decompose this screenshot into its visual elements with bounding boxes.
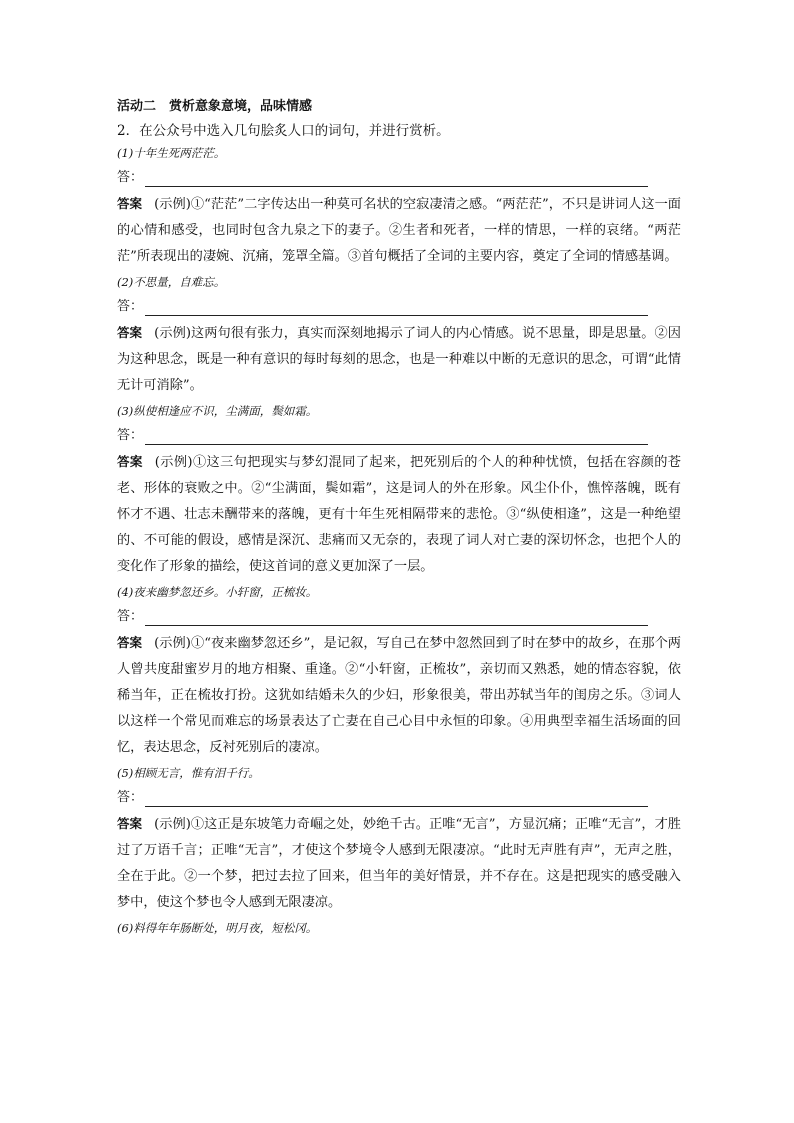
- answer-label: 答：: [117, 428, 144, 443]
- answer-line-4: [117, 602, 681, 626]
- item-head-6: (6)料得年年肠断处，明月夜，短松冈。: [117, 921, 318, 935]
- answer-line-2: [117, 292, 681, 316]
- answer-blank[interactable]: [145, 790, 648, 807]
- answer-paragraph-5: [117, 811, 681, 916]
- answer-label: 答：: [117, 790, 144, 805]
- answer-tag: 答案: [117, 635, 143, 650]
- answer-label: 答：: [117, 609, 144, 624]
- answer-blank[interactable]: [145, 299, 648, 316]
- answer-line-1: [117, 163, 681, 187]
- answer-text: (示例)①“夜来幽梦忽还乡”，是记叙，写自己在梦中忽然回到了时在梦中的故乡，在那个两人曾共度甜蜜岁月的地方相聚、重逢。②“小轩窗，正梳妆”，亲切而又熟悉，她的情态容貌，依稀当年，正在梳妆打扮。这犹如结婚未久的少妇，形象很美，带出苏轼当年的闺房之乐。③词人以这样一个常见而难忘的场景表达了亡妻在自己心目中永恒的印象。④用典型幸福生活场面的回忆，表达思念，反衬死别后的凄凉。: [117, 636, 681, 755]
- answer-text: (示例)①这三句把现实与梦幻混同了起来，把死别后的个人的种种忧愤，包括在容颜的苍老、形体的衰败之中。②“尘满面，鬓如霜”，这是词人的外在形象。风尘仆仆，憔悴落魄，既有怀才不遇、壮志未酬带来的落魄，更有十年生死相隔带来的悲怆。③“纵使相逢”，这是一种绝望的、不可能的假设，感情是深沉、悲痛而又无奈的，表现了词人对亡妻的深切怀念，也把个人的变化作了形象的描绘，使这首词的意义更加深了一层。: [117, 455, 681, 574]
- answer-tag: 答案: [117, 325, 143, 340]
- answer-paragraph-4: [117, 630, 681, 761]
- answer-paragraph-1: [117, 191, 681, 270]
- item-head-3: (3)纵使相逢应不识，尘满面，鬓如霜。: [117, 404, 318, 418]
- answer-blank[interactable]: [145, 170, 648, 187]
- item-head-1: (1)十年生死两茫茫。: [117, 146, 226, 160]
- answer-text: (示例)这两句很有张力，真实而深刻地揭示了词人的内心情感。说不思量，即是思量。②因为这种思念，既是一种有意识的每时每刻的思念，也是一种难以中断的无意识的思念，可谓“此情无计可消除”。: [117, 326, 681, 393]
- answer-tag: 答案: [117, 816, 143, 831]
- answer-line-5: [117, 783, 681, 807]
- answer-line-3: [117, 421, 681, 445]
- answer-label: 答：: [117, 170, 144, 185]
- item-head-4: (4)夜来幽梦忽还乡。小轩窗，正梳妆。: [117, 585, 318, 599]
- answer-paragraph-3: [117, 449, 681, 580]
- answer-blank[interactable]: [145, 428, 648, 445]
- document-page: [117, 98, 681, 938]
- answer-label: 答：: [117, 299, 144, 314]
- answer-text: (示例)①这正是东坡笔力奇崛之处，妙绝千古。正唯“无言”，方显沉痛；正唯“无言”，才胜过了万语千言；正唯“无言”，才使这个梦境令人感到无限凄凉。“此时无声胜有声”，无声之胜，全在于此。②一个梦，把过去拉了回来，但当年的美好情景，并不存在。这是把现实的感受融入梦中，使这个梦也令人感到无限凄凉。: [117, 817, 681, 910]
- item-head-2: (2)不思量，自难忘。: [117, 275, 226, 289]
- question-text: 2．在公众号中选入几句脍炙人口的词句，并进行赏析。: [117, 123, 450, 139]
- section-title: 活动二 赏析意象意境，品味情感: [117, 99, 313, 114]
- answer-paragraph-2: [117, 320, 681, 399]
- answer-blank[interactable]: [145, 609, 648, 626]
- answer-text: (示例)①“茫茫”二字传达出一种莫可名状的空寂凄清之感。“两茫茫”，不只是讲词人这一面的心情和感受，也同时包含九泉之下的妻子。②生者和死者，一样的情思，一样的哀绪。“两茫茫”所表现出的凄婉、沉痛，笼罩全篇。③首句概括了全词的主要内容，奠定了全词的情感基调。: [117, 197, 681, 264]
- item-head-5: (5)相顾无言，惟有泪千行。: [117, 766, 260, 780]
- answer-tag: 答案: [117, 454, 143, 469]
- answer-tag: 答案: [117, 196, 143, 211]
